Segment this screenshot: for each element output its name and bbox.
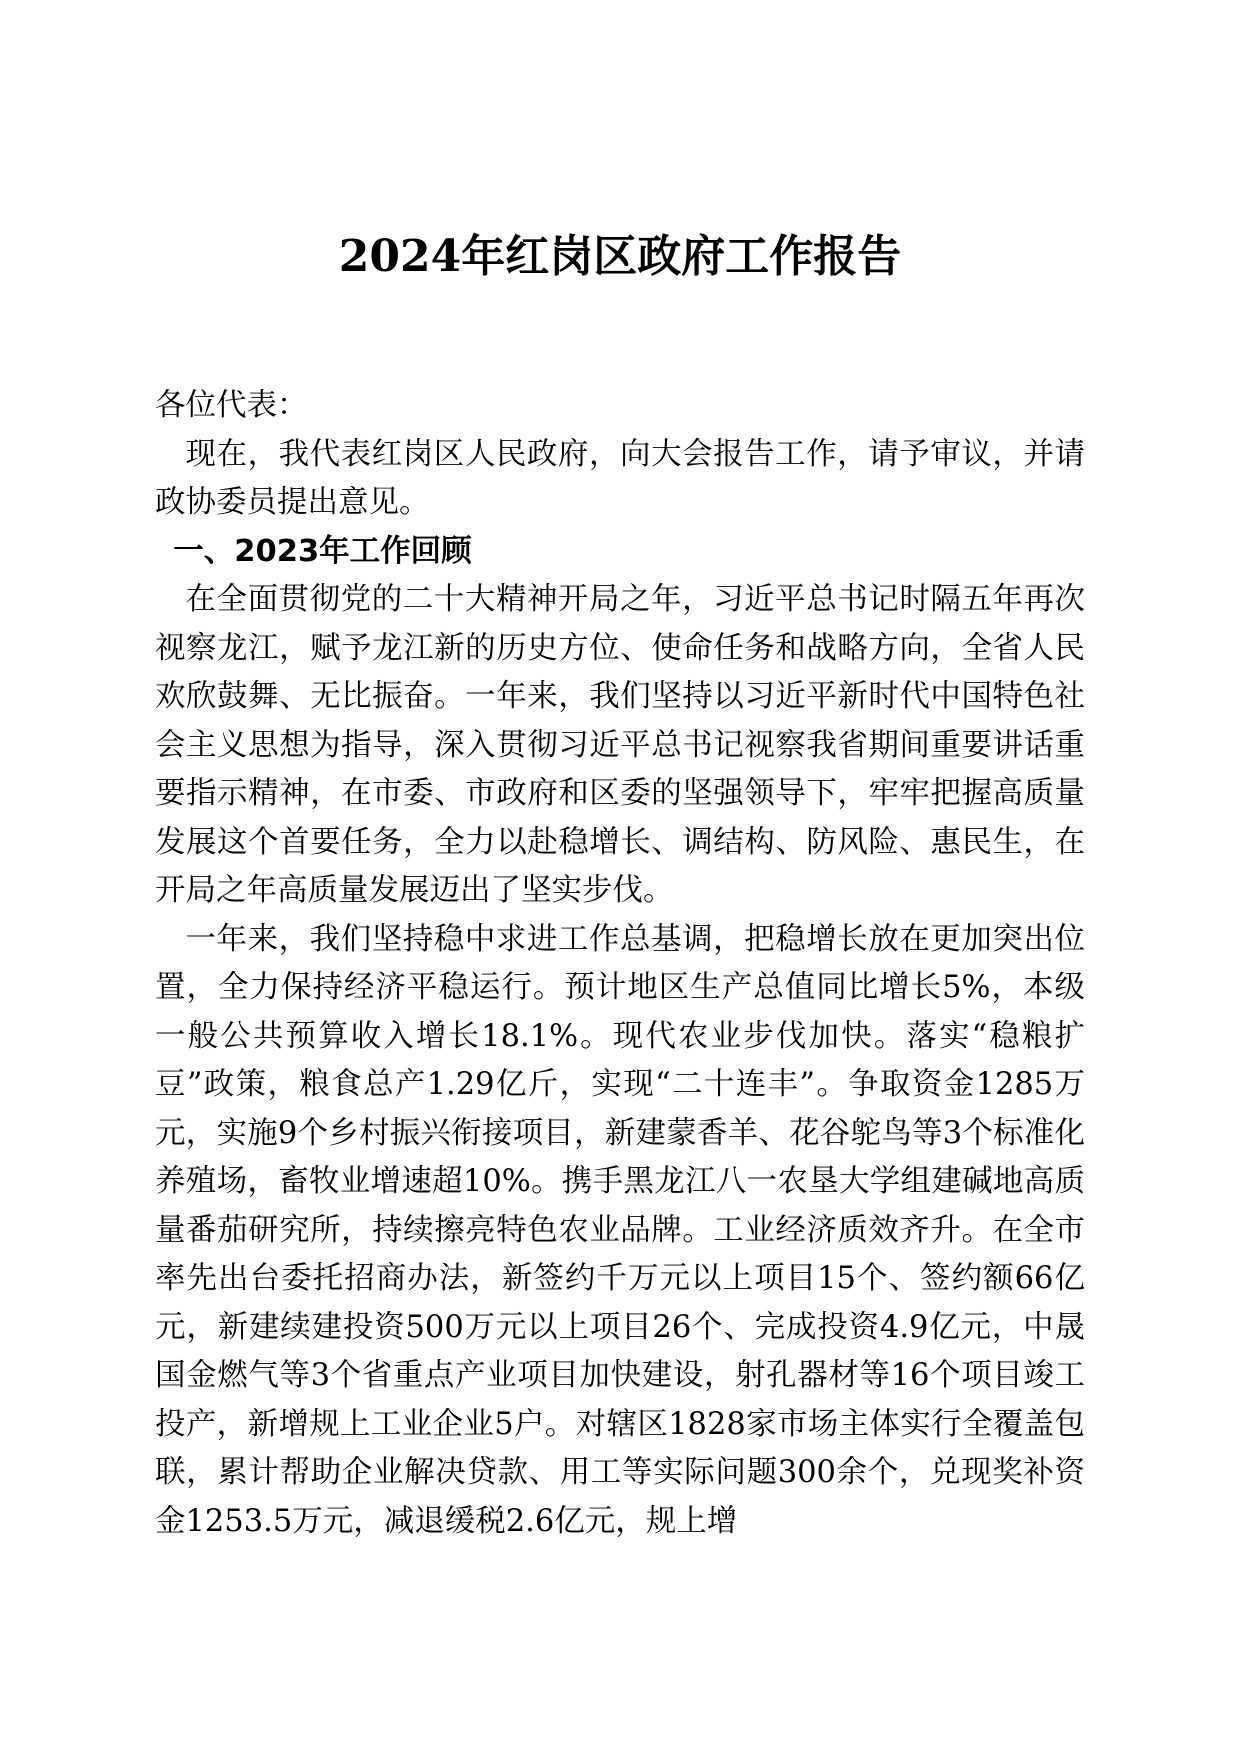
intro-paragraph: 现在，我代表红岗区人民政府，向大会报告工作，请予审议，并请政协委员提出意见。 bbox=[155, 436, 1085, 520]
body-paragraph: 一年来，我们坚持稳中求进工作总基调，把稳增长放在更加突出位置，全力保持经济平稳运行。预计地区生产总值同比增长5%，本级一般公共预算收入增长18.1%。现代农业步伐加快。落实“稳粮扩豆”政策，粮食总产1.29亿斤，实现“二十连丰”。争取资金1285万元，实施9个乡村振兴衔接项目，新建蒙香羊、花谷鸵鸟等3个标准化养殖场，畜牧业增速超10%。携手黑龙江八一农垦大学组建碱地高质量番茄研究所，持续擦亮特色农业品牌。工业经济质效齐升。在全市率先出台委托招商办法，新签约千万元以上项目15个、签约额66亿元，新建续建投资500万元以上项目26个、完成投资4.9亿元，中晟国金燃气等3个省重点产业项目加快建设，射孔器材等16个项目竣工投产，新增规上工业企业5户。对辖区1828家市场主体实行全覆盖包联，累计帮助企业解决贷款、用工等实际问题300余个，兑现奖补资金1253.5万元，减退缓税2.6亿元，规上增 bbox=[155, 921, 1085, 1539]
document-title: 2024年红岗区政府工作报告 bbox=[338, 231, 902, 282]
body-paragraph: 在全面贯彻党的二十大精神开局之年，习近平总书记时隔五年再次视察龙江，赋予龙江新的历史方位、使命任务和战略方向，全省人民欢欣鼓舞、无比振奋。一年来，我们坚持以习近平新时代中国特色社会主义思想为指导，深入贯彻习近平总书记视察我省期间重要讲话重要指示精神，在市委、市政府和区委的坚强领导下，牢牢把握高质量发展这个首要任务，全力以赴稳增长、调结构、防风险、惠民生，在开局之年高质量发展迈出了坚实步伐。 bbox=[155, 582, 1085, 908]
salutation: 各位代表： bbox=[155, 388, 308, 423]
document-body bbox=[155, 382, 1085, 1546]
section-heading: 一、2023年工作回顾 bbox=[173, 533, 472, 569]
